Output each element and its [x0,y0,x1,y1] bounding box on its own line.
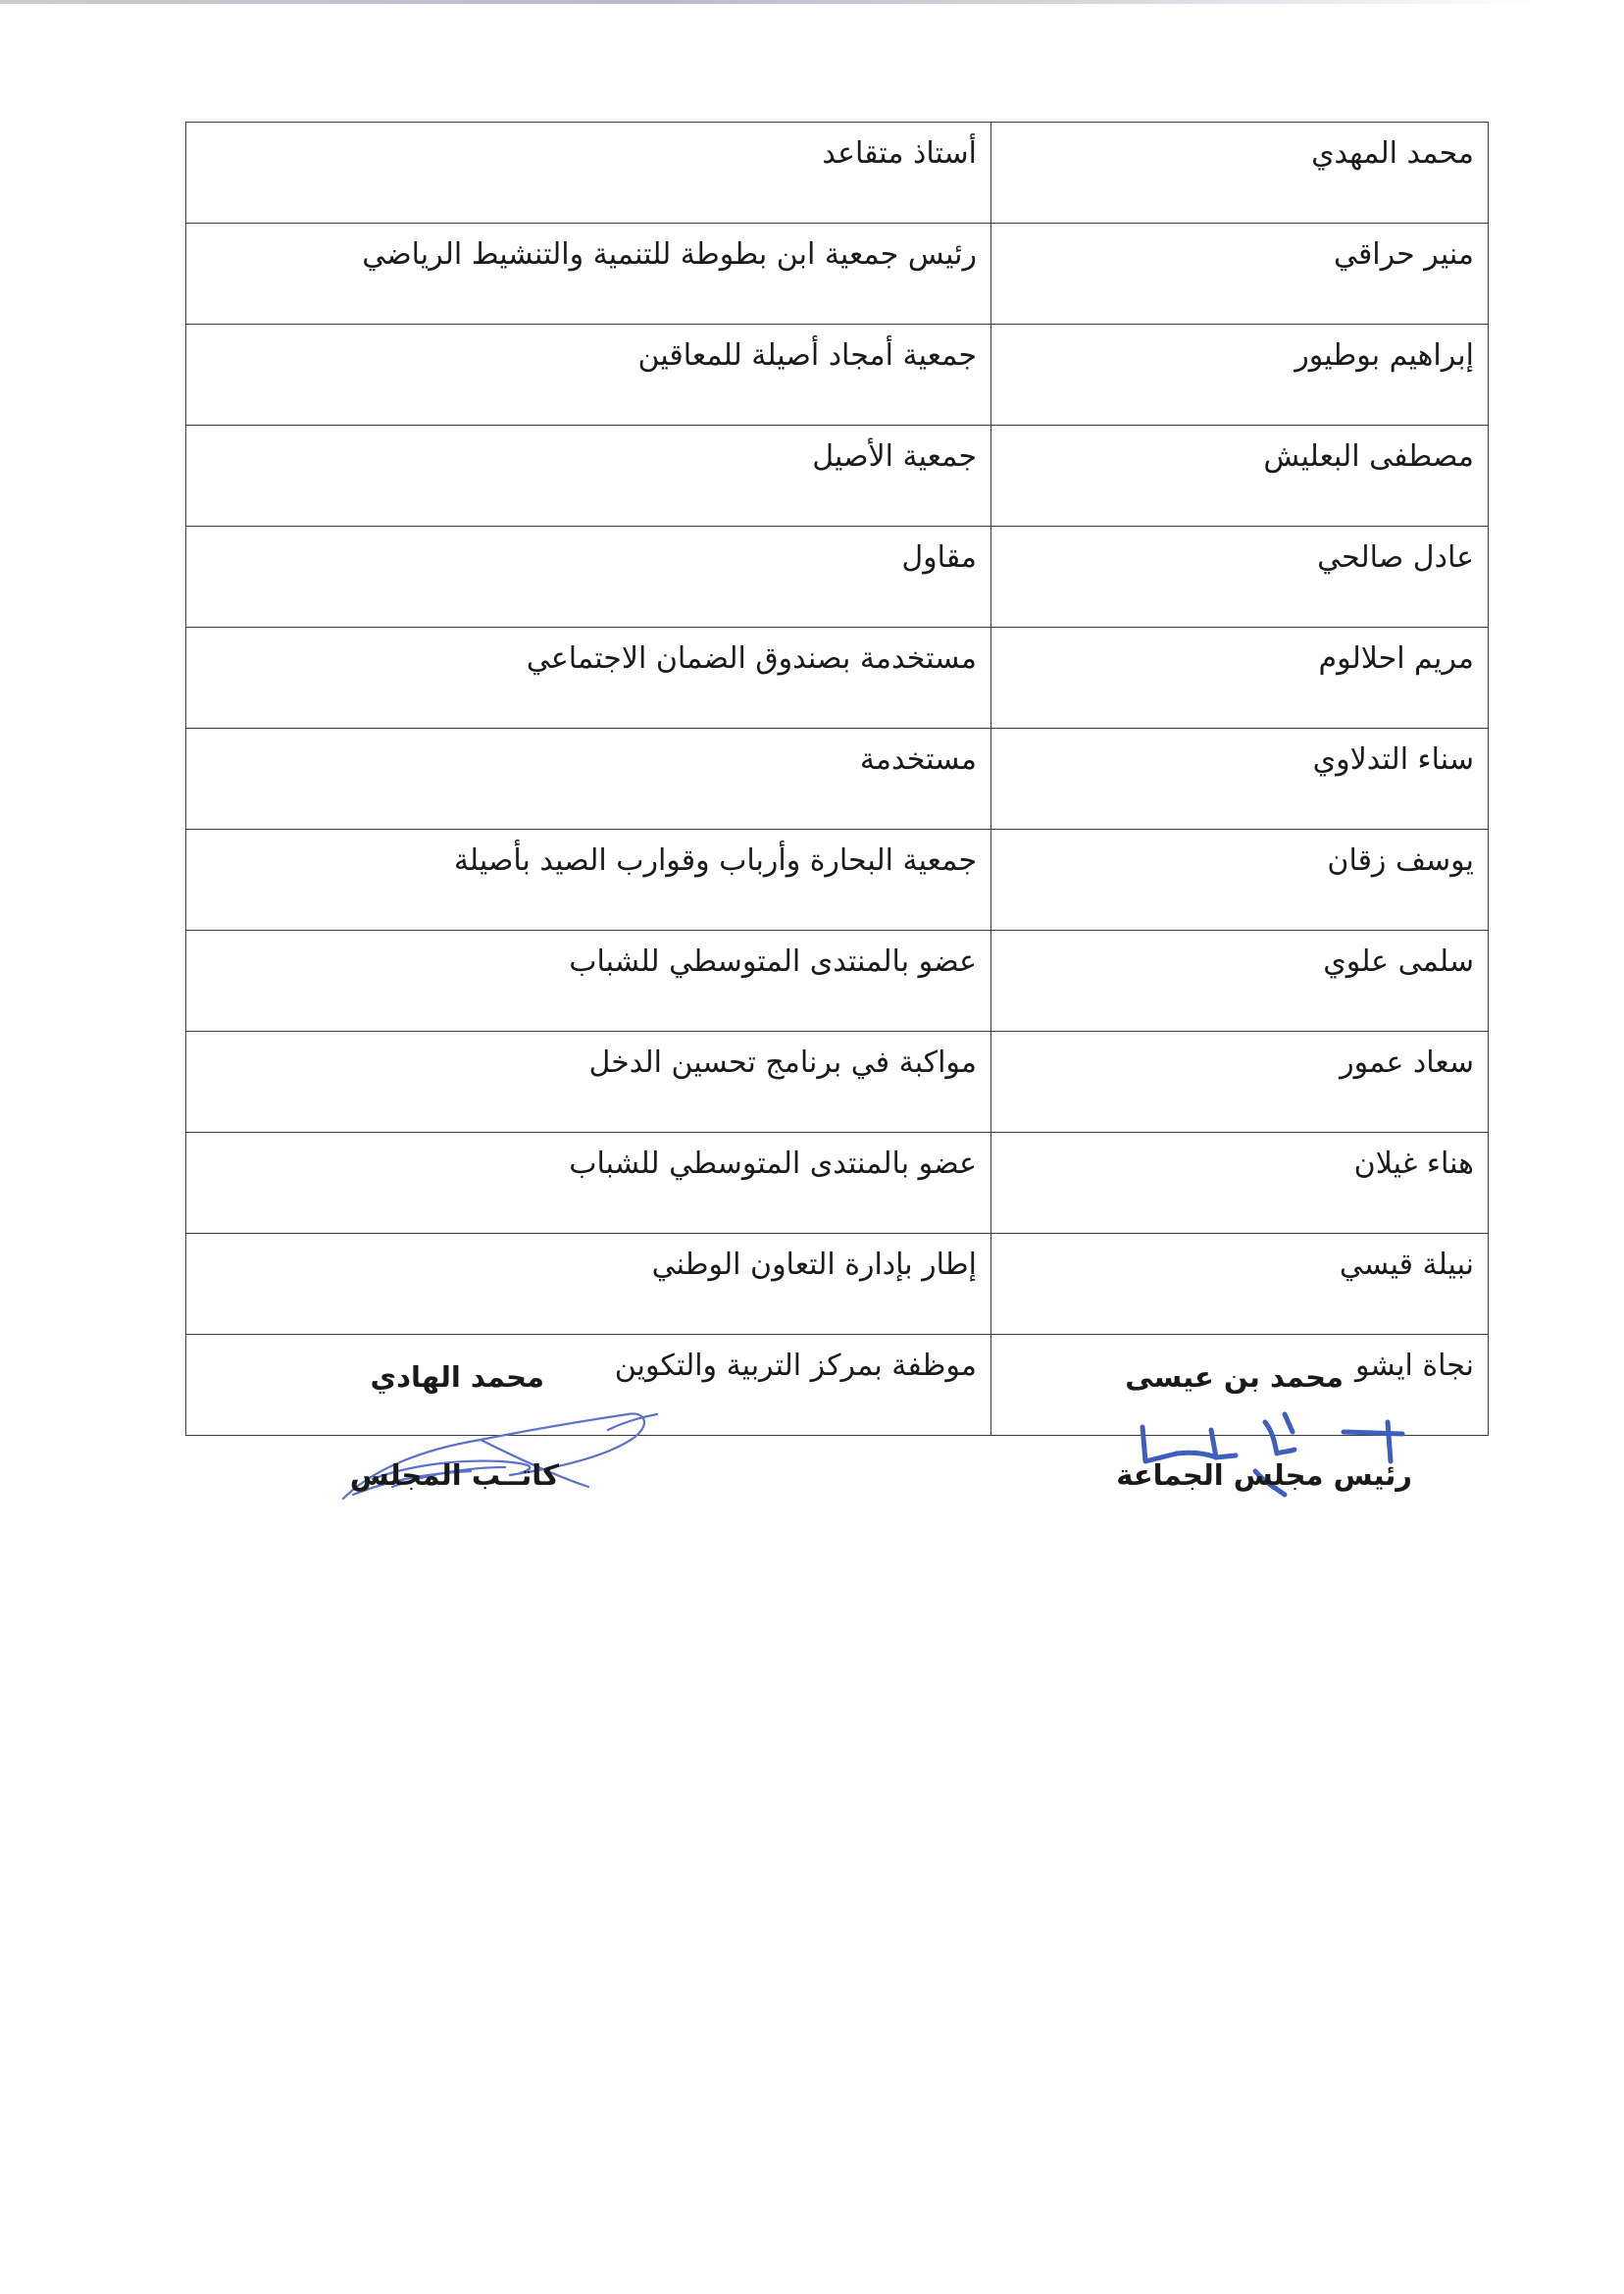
member-row [186,830,1489,931]
member-name: منير حراقي [991,224,1489,325]
secretary-signature-block [333,1353,667,1501]
president-title: رئيس مجلس الجماعة [1116,1458,1412,1492]
member-role: رئيس جمعية ابن بطوطة للتنمية والتنشيط الرياضي [186,224,991,325]
member-row [186,1133,1489,1234]
member-name: هناء غيلان [991,1133,1489,1234]
member-role: مواكبة في برنامج تحسين الدخل [186,1032,991,1133]
member-role: جمعية الأصيل [186,426,991,527]
member-row [186,325,1489,426]
secretary-title: كاتــب المجلس [349,1458,559,1492]
member-row [186,931,1489,1032]
scan-edge [0,0,1624,4]
member-name: إبراهيم بوطيور [991,325,1489,426]
member-name: سلمى علوي [991,931,1489,1032]
member-row [186,729,1489,830]
member-name: مريم احلالوم [991,628,1489,729]
member-name: محمد المهدي [991,123,1489,224]
member-role: مستخدمة بصندوق الضمان الاجتماعي [186,628,991,729]
members-table-body [186,123,1489,1436]
member-row [186,123,1489,224]
member-role: مقاول [186,527,991,628]
member-role: جمعية أمجاد أصيلة للمعاقين [186,325,991,426]
member-name: نبيلة قيسي [991,1234,1489,1335]
member-role: جمعية البحارة وأرباب وقوارب الصيد بأصيلة [186,830,991,931]
member-name: عادل صالحي [991,527,1489,628]
member-name: سعاد عمور [991,1032,1489,1133]
member-role: عضو بالمنتدى المتوسطي للشباب [186,931,991,1032]
member-name: سناء التدلاوي [991,729,1489,830]
member-role: عضو بالمنتدى المتوسطي للشباب [186,1133,991,1234]
member-name: مصطفى البعليش [991,426,1489,527]
president-name: محمد بن عيسى [1125,1360,1344,1394]
member-name: يوسف زقان [991,830,1489,931]
member-row [186,224,1489,325]
secretary-name: محمد الهادي [370,1360,544,1394]
member-row [186,426,1489,527]
members-table [185,122,1489,1436]
member-role: موظفة بمركز التربية والتكوين [186,1335,991,1436]
member-role: أستاذ متقاعد [186,123,991,224]
member-row [186,1234,1489,1335]
member-row [186,1032,1489,1133]
member-name: نجاة ايشو [991,1335,1489,1436]
member-role: مستخدمة [186,729,991,830]
member-role: إطار بإدارة التعاون الوطني [186,1234,991,1335]
member-row [186,527,1489,628]
president-signature-block [1116,1353,1422,1501]
member-row [186,628,1489,729]
